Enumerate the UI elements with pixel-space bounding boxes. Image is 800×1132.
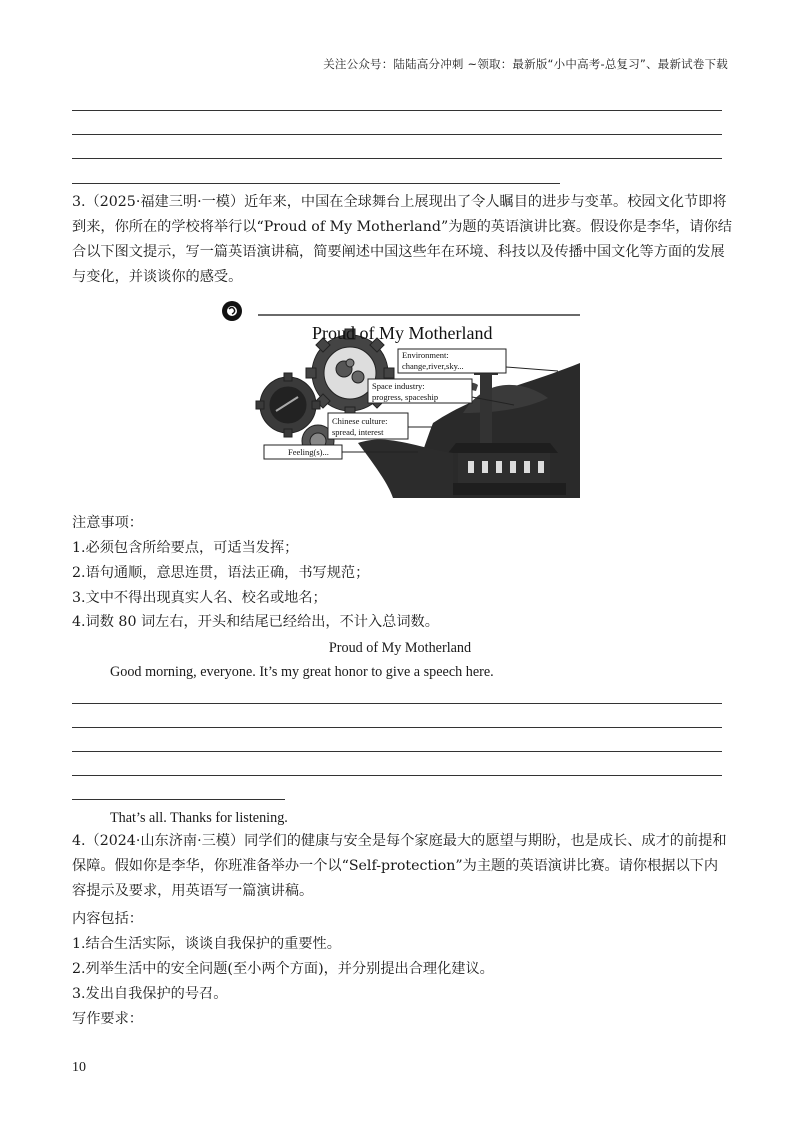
page-number: 10 [72,1060,86,1075]
content-item: 3.发出自我保护的号召。 [72,986,228,1002]
environment-label-box [398,349,558,373]
answer-line [72,134,722,135]
essay-closing: That’s all. Thanks for listening. [110,810,288,826]
feelings-label: Feeling(s)... [288,447,329,457]
note-item: 2.语句通顺，意思连贯，语法正确，书写规范； [72,565,370,581]
environment-label-line2: change,river,sky... [402,361,464,371]
essay-opening: Good morning, everyone. It’s my great honor to give a speech here. [110,664,494,680]
answer-line [72,799,285,800]
answer-line [72,751,722,752]
page-header: 关注公众号：陆陆高分冲刺 ~领取：最新版“小中高考-总复习”、最新试卷下载 [323,57,728,71]
requirements-title: 写作要求： [72,1011,143,1027]
note-item: 3.文中不得出现真实人名、校名或地名； [72,590,327,606]
content-title: 内容包括： [72,911,143,927]
notes-title: 注意事项： [72,515,143,531]
q4-intro: 4.（2024·山东济南·三模）同学们的健康与安全是每个家庭最大的愿望与期盼，也是成长、成才的前提和保障。假如你是李华，你班准备举办一个以“Self-protection”为主题的英语演讲比赛。请你根据以下内容提示及要求，用英语写一篇演讲稿。 [72,833,727,899]
space-industry-label-line1: Space industry: [372,381,425,391]
figure-title: Proud of My Motherland [312,323,493,343]
chinese-culture-label-line2: spread, interest [332,427,384,437]
gate-illustration [440,443,566,495]
answer-line [72,110,722,111]
motherland-illustration [218,293,582,498]
environment-label-line1: Environment: [402,350,449,360]
q3-intro: 3.（2025·福建三明·一模）近年来，中国在全球舞台上展现出了令人瞩目的进步与变革。校园文化节即将到来，你所在的学校将举行以“Proud of My Motherland”为题的英语演讲比赛。假设你是李华，请你结合以下图文提示，写一篇英语演讲稿，简要阐述中国这些年在环境、科技以及传播中国文化等方面的发展与变化，并谈谈你的感受。 [72,194,732,285]
note-item: 4.词数 80 词左右，开头和结尾已经给出，不计入总词数。 [72,614,439,630]
answer-line [72,158,722,159]
answer-line [72,703,722,704]
content-item: 1.结合生活实际，谈谈自我保护的重要性。 [72,936,341,952]
content-item: 2.列举生活中的安全问题(至小两个方面)，并分别提出合理化建议。 [72,961,494,977]
chinese-culture-label-line1: Chinese culture: [332,416,388,426]
chinese-culture-label-box [328,413,432,439]
answer-line [72,775,722,776]
answer-line [72,183,560,184]
essay-title: Proud of My Motherland [328,640,472,656]
answer-line [72,727,722,728]
note-item: 1.必须包含所给要点，可适当发挥； [72,540,299,556]
space-industry-label-line2: progress, spaceship [372,392,439,402]
